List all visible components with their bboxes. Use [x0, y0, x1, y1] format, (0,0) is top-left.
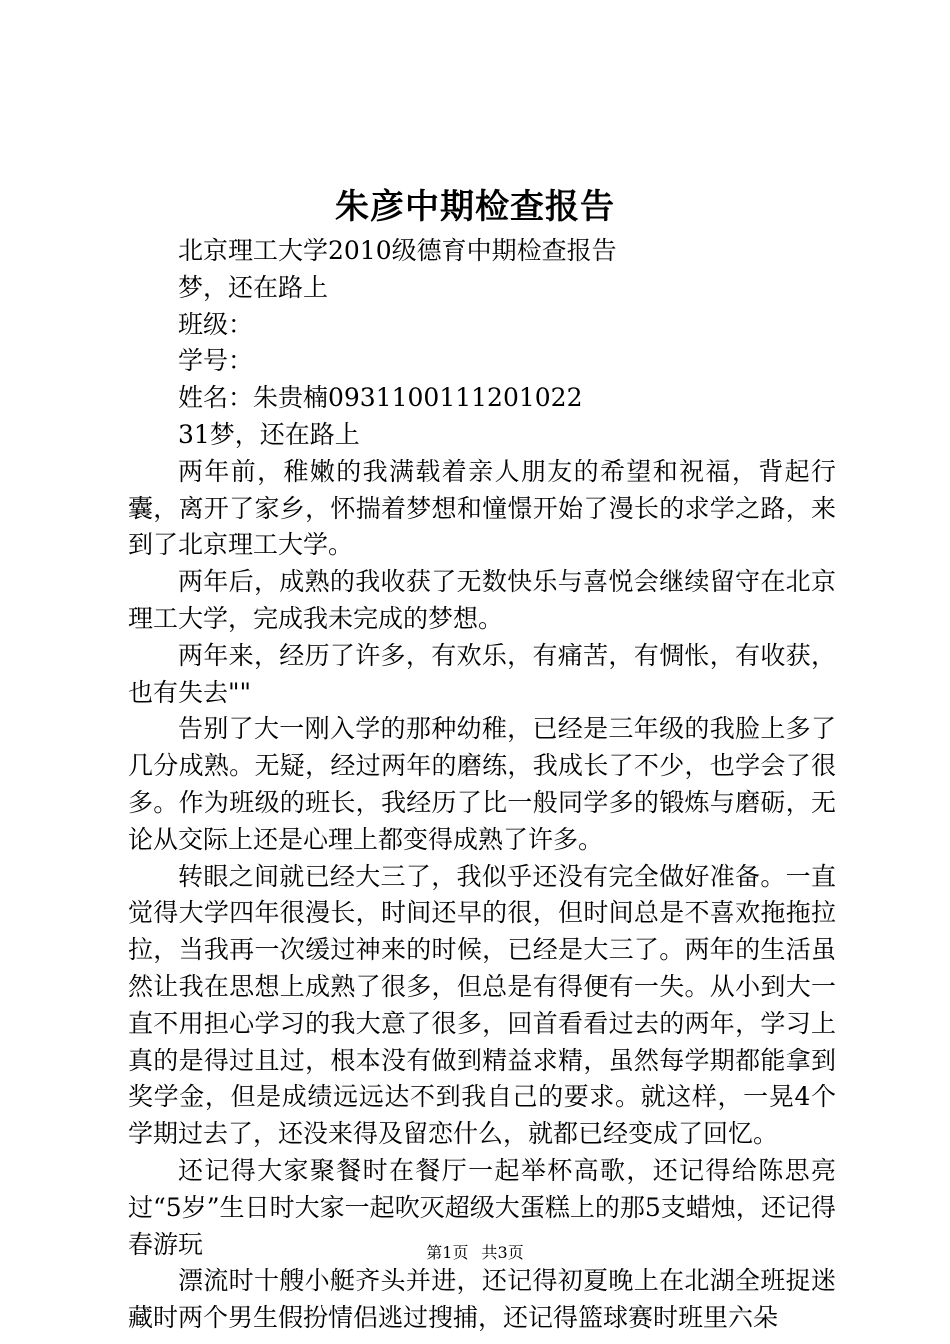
name-field: 姓名：朱贵楠0931100111201022	[178, 383, 583, 413]
paragraph: 两年前，稚嫩的我满载着亲人朋友的希望和祝福，背起行囊，离开了家乡，怀揣着梦想和憧憬开始了漫长的求学之路，来到了北京理工大学。	[128, 456, 836, 560]
subtitle-line: 北京理工大学2010级德育中期检查报告	[178, 236, 617, 265]
document-title: 朱彦中期检查报告	[335, 187, 615, 227]
essay-title-line: 梦，还在路上	[178, 272, 329, 302]
paragraph: 两年来，经历了许多，有欢乐，有痛苦，有惆怅，有收获，也有失去""	[128, 640, 836, 707]
page-number: 第1页	[426, 1243, 469, 1262]
page-footer	[0, 1242, 950, 1264]
document-body	[128, 233, 836, 1337]
class-field: 班级：	[178, 309, 254, 339]
paragraph: 两年后，成熟的我收获了无数快乐与喜悦会继续留守在北京理工大学，完成我未完成的梦想。	[128, 567, 836, 633]
paragraph: 告别了大一刚入学的那种幼稚，已经是三年级的我脸上多了几分成熟。无疑，经过两年的磨练，我成长了不少，也学会了很多。作为班级的班长，我经历了比一般同学多的锻炼与磨砺，无论从交际上还是心理上都变得成熟了许多。	[128, 714, 836, 854]
paragraph: 转眼之间就已经大三了，我似乎还没有完全做好准备。一直觉得大学四年很漫长，时间还早的很，但时间总是不喜欢拖拖拉拉，当我再一次缓过神来的时候，已经是大三了。两年的生活虽然让我在思想上成熟了很多，但总是有得便有一失。从小到大一直不用担心学习的我大意了很多，回首看看过去的两年，学习上真的是得过且过，根本没有做到精益求精，虽然每学期都能拿到奖学金，但是成绩远远达不到我自己的要求。就这样，一晃4个学期过去了，还没来得及留恋什么，就都已经变成了回忆。	[128, 861, 836, 1149]
page-total: 共3页	[481, 1243, 524, 1262]
paragraph: 漂流时十艘小艇齐头并进，还记得初夏晚上在北湖全班捉迷藏时两个男生假扮情侣逃过搜捕，还记得篮球赛时班里六朵	[128, 1266, 836, 1333]
essay-heading: 31梦，还在路上	[178, 419, 360, 449]
paragraph: 还记得大家聚餐时在餐厅一起举杯高歌，还记得给陈思亮过“5岁”生日时大家一起吹灭超级大蛋糕上的那5支蜡烛，还记得春游玩	[128, 1155, 836, 1259]
student-id-field: 学号：	[178, 346, 254, 376]
